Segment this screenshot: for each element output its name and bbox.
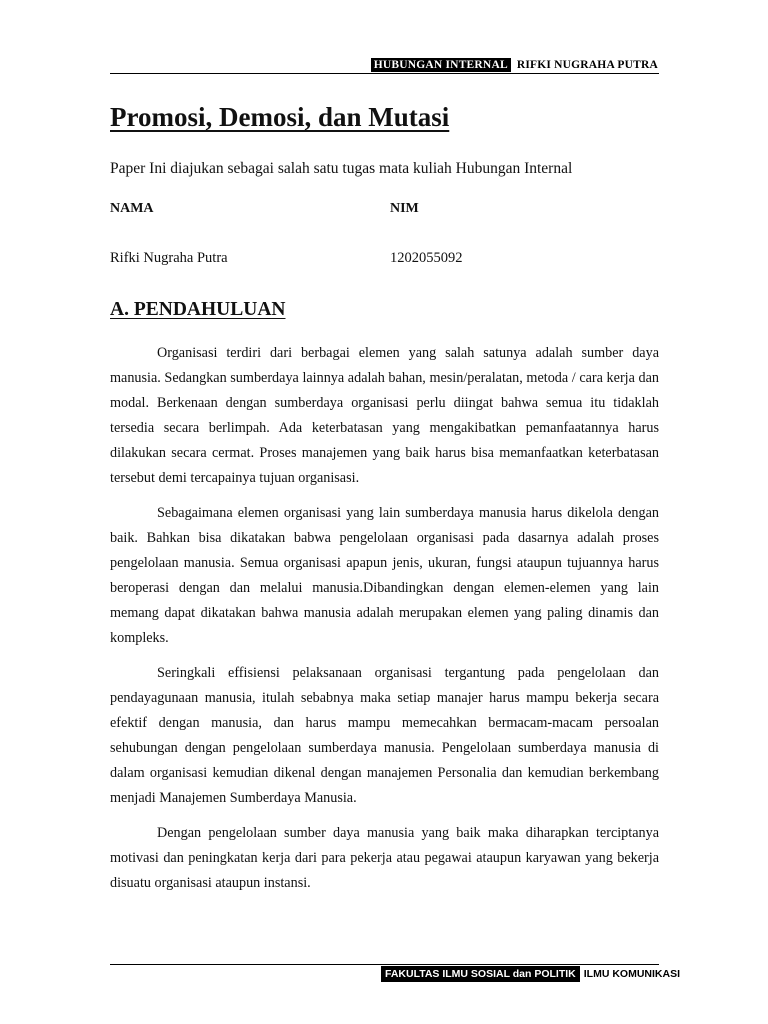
header-course-tag: HUBUNGAN INTERNAL: [371, 58, 511, 72]
name-label: NAMA: [110, 201, 154, 216]
page-footer: [381, 966, 680, 982]
footer-faculty-tag: FAKULTAS ILMU SOSIAL dan POLITIK: [381, 966, 580, 982]
section-heading: A. PENDAHULUAN: [110, 299, 286, 320]
document-subtitle: Paper Ini diajukan sebagai salah satu tugas mata kuliah Hubungan Internal: [110, 160, 573, 177]
footer-divider: [110, 964, 659, 965]
footer-department-tag: ILMU KOMUNIKASI: [583, 968, 680, 980]
paragraph-2: Sebagaimana elemen organisasi yang lain sumberdaya manusia harus dikelola dengan baik. Bahkan bisa dikatakan babwa pengelolaan organisasi pada dasarnya adalah proses pengelolaan manusia. Semua organisasi apapun jenis, ukuran, fungsi ataupun tujuannya harus beroperasi dengan dan melalui manusia.Dibandingkan dengan elemen-elemen yang lain memang dapat dikatakan bahwa manusia adalah merupakan elemen yang paling dinamis dan kompleks.: [110, 505, 659, 646]
header-divider: [110, 73, 659, 74]
page-header: [371, 58, 658, 72]
paragraph-3: Seringkali effisiensi pelaksanaan organisasi tergantung pada pengelolaan dan pendayagunaan manusia, itulah sebabnya maka setiap manajer harus mampu bekerja secara efektif dengan manusia, dan harus mampu memecahkan bermacam-macam persoalan sehubungan dengan pengelolaan sumberdaya manusia. Pengelolaan sumberdaya manusia di dalam organisasi kemudian dikenal dengan manajemen Personalia dan kemudian berkembang menjadi Manajemen Sumberdaya Manusia.: [110, 665, 659, 806]
paragraph-1: Organisasi terdiri dari berbagai elemen yang salah satunya adalah sumber daya manusia. Sedangkan sumberdaya lainnya adalah bahan, mesin/peralatan, metoda / cara kerja dan modal. Berkenaan dengan sumberdaya organisasi perlu diingat bahwa semua itu tidaklah tersedia secara berlimpah. Ada keterbatasan yang mengakibatkan pemanfaatannya harus dilakukan secara cermat. Proses manajemen yang baik harus bisa memanfaatkan keterbatasan tersebut demi tercapainya tujuan organisasi.: [110, 345, 659, 486]
nim-label: NIM: [390, 201, 419, 216]
nim-value: 1202055092: [390, 250, 463, 266]
section-body: [110, 341, 659, 906]
header-author-tag: RIFKI NUGRAHA PUTRA: [516, 59, 658, 71]
name-value: Rifki Nugraha Putra: [110, 250, 228, 266]
paragraph-4: Dengan pengelolaan sumber daya manusia yang baik maka diharapkan terciptanya motivasi dan peningkatan kerja dari para pekerja atau pegawai ataupun karyawan yang bekerja disuatu organisasi ataupun instansi.: [110, 825, 659, 891]
document-title: Promosi, Demosi, dan Mutasi: [110, 102, 450, 132]
